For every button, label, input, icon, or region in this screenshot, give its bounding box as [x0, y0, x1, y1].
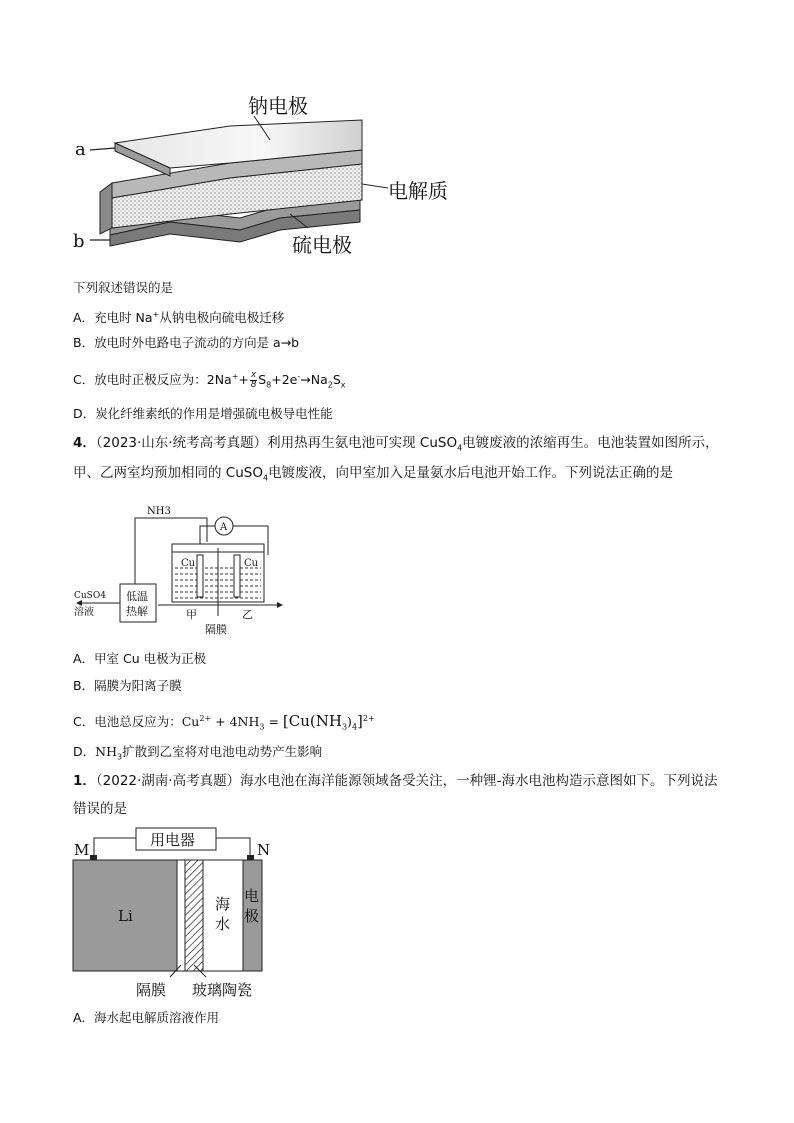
label-sulfur-electrode: 硫电极 — [292, 233, 352, 257]
subscript: 8 — [266, 380, 272, 390]
label-heater-2: 热解 — [126, 605, 148, 618]
question-text: 利用热再生氨电池可实现 CuSO — [267, 435, 458, 451]
question-4-option-b: B．隔膜为阳离子膜 — [73, 678, 182, 693]
label-seawater-2: 水 — [215, 915, 231, 933]
subscript: 3 — [259, 722, 265, 732]
question-prompt: 下列叙述错误的是 — [73, 280, 174, 295]
subscript: 4 — [457, 443, 463, 453]
label-ammeter: A — [220, 522, 228, 533]
question-text: 海水电池在海洋能源领域备受关注，一种锂-海水电池构造示意图如下。下列说法 — [240, 773, 718, 789]
label-nh3: NH3 — [147, 506, 171, 517]
option-letter: A． — [73, 310, 95, 326]
label-glass-ceramic: 玻璃陶瓷 — [192, 981, 253, 999]
subscript: x — [340, 380, 346, 390]
option-text: 炭化纤维素纸的作用是增强硫电极导电性能 — [95, 406, 333, 421]
option-text: 放电时正极反应为：2Na — [94, 372, 232, 388]
question-1-option-a: A．海水起电解质溶液作用 — [73, 1010, 220, 1025]
fraction-x-over-8 — [250, 371, 257, 390]
option-text: 从钠电极向硫电极迁移 — [159, 310, 285, 326]
subscript: 3 — [116, 752, 123, 762]
label-sodium-electrode: 钠电极 — [248, 94, 308, 118]
option-letter: B． — [73, 335, 95, 350]
option-d — [73, 406, 333, 422]
ammonia-battery-diagram — [72, 500, 292, 640]
option-text: →Na — [300, 372, 328, 388]
subscript: 3 — [341, 722, 348, 732]
question-1-line1 — [73, 773, 717, 789]
superscript: 2+ — [199, 714, 212, 723]
label-room-yi: 乙 — [242, 608, 253, 621]
subscript: 2 — [327, 380, 333, 390]
question-1-line2: 错误的是 — [73, 801, 127, 817]
subscript: 4 — [262, 473, 269, 483]
question-number: 1． — [73, 773, 96, 789]
label-cu-right: Cu — [244, 558, 259, 569]
subscript: 4 — [351, 722, 358, 732]
superscript: - — [297, 372, 301, 381]
label-membrane: 隔膜 — [205, 623, 227, 636]
option-text: +2e — [271, 372, 298, 388]
question-number: 4． — [73, 435, 96, 451]
plus-sign: + — [238, 372, 249, 388]
label-heater-1: 低温 — [126, 590, 148, 603]
option-text: S — [332, 372, 341, 388]
option-text: S — [258, 372, 267, 388]
option-letter: D． — [73, 744, 96, 759]
question-4-line2 — [73, 465, 673, 487]
option-text: C．电池总反应为： — [73, 714, 182, 730]
lithium-seawater-battery-diagram — [70, 825, 280, 1005]
eq-part: [Cu(NH — [282, 712, 342, 731]
superscript: + — [231, 372, 239, 381]
glass-ceramic-layer — [185, 860, 203, 971]
label-solution: 溶液 — [74, 607, 94, 618]
question-text: 甲、乙两室均预加相同的 CuSO — [73, 465, 263, 481]
label-cuso4: CuSO4 — [74, 591, 106, 601]
option-letter: D． — [73, 406, 96, 421]
option-text: 放电时外电路电子流动的方向是 a→b — [94, 335, 300, 350]
separator-layer — [177, 860, 185, 971]
option-text: 扩散到乙室将对电池电动势产生影响 — [122, 744, 323, 759]
question-source: （2023·山东·统考高考真题） — [95, 435, 268, 451]
eq-part: ] — [357, 712, 363, 731]
label-li: Li — [118, 907, 133, 925]
eq-part: = — [264, 714, 283, 730]
superscript: 2+ — [362, 714, 375, 723]
fraction-denominator: 8 — [250, 380, 257, 391]
option-letter: C． — [73, 372, 95, 388]
fraction-numerator: x — [250, 370, 257, 381]
label-electrolyte: 电解质 — [388, 179, 448, 203]
option-c — [73, 364, 346, 399]
label-lead-a: a — [75, 139, 86, 160]
label-membrane: 隔膜 — [136, 981, 167, 999]
option-text: 充电时 Na — [94, 310, 153, 326]
question-4-option-d — [73, 744, 322, 766]
question-text: 电镀废液，向甲室加入足量氨水后电池开始工作。下列说法正确的是 — [268, 465, 674, 481]
question-text: 电镀废液的浓缩再生。电池装置如图所示， — [462, 435, 719, 451]
eq-part: Cu — [181, 714, 200, 730]
question-source: （2022·湖南·高考真题） — [95, 773, 241, 789]
label-cu-left: Cu — [181, 558, 196, 569]
label-room-jia: 甲 — [186, 608, 197, 621]
option-b — [73, 335, 299, 351]
label-device: 用电器 — [150, 831, 196, 849]
eq-part: + 4NH — [211, 714, 260, 730]
eq-part: ) — [347, 714, 352, 730]
question-4-line1 — [73, 435, 719, 457]
label-lead-b: b — [73, 231, 85, 252]
option-a — [73, 307, 284, 326]
question-4-option-a: A．甲室 Cu 电极为正极 — [73, 651, 207, 666]
label-electrode-1: 电 — [244, 887, 260, 905]
label-electrode-2: 极 — [244, 907, 260, 925]
equation — [181, 712, 375, 732]
formula: NH — [95, 744, 117, 759]
label-n: N — [257, 841, 271, 859]
sodium-sulfur-battery-diagram — [70, 88, 470, 263]
label-seawater-1: 海 — [215, 895, 231, 913]
superscript: + — [152, 310, 160, 319]
question-4-option-c — [73, 708, 375, 739]
label-m: M — [74, 841, 90, 859]
